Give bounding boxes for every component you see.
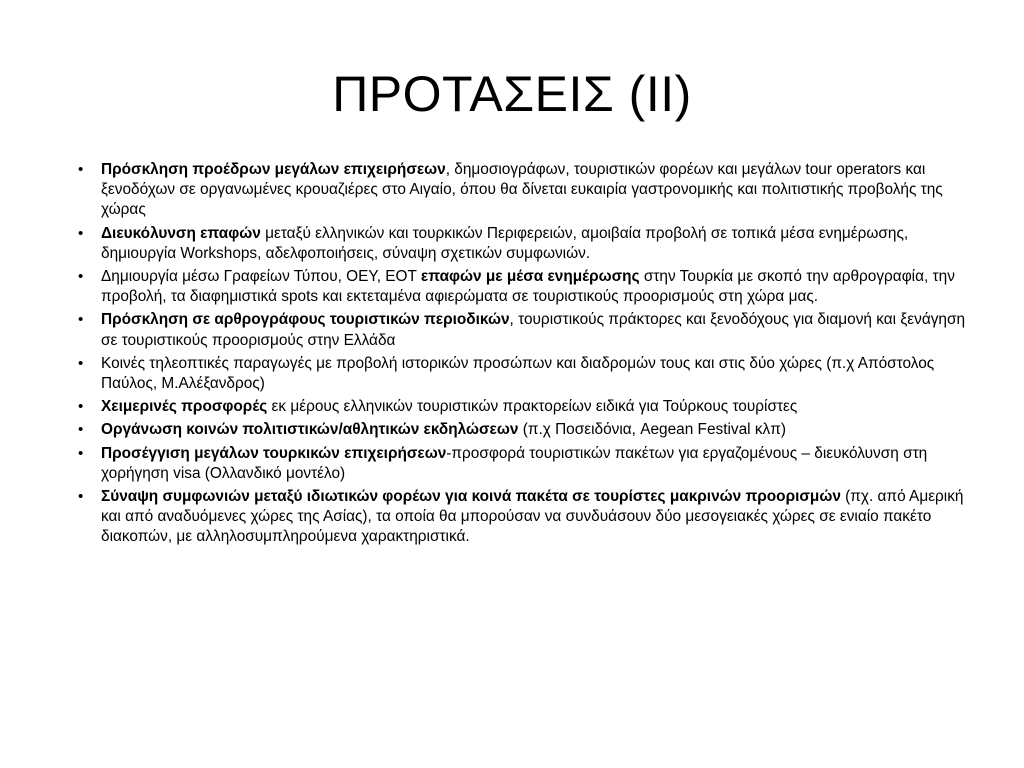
bullet-text: -προσφορά τουριστικών πακέτων για εργαζομένους – διευκόλυνση στη χορήγηση visa (Ολλανδικό μοντέλο) xyxy=(101,444,928,482)
bullet-bold-text: Οργάνωση κοινών πολιτιστικών/αθλητικών εκδηλώσεων xyxy=(101,421,519,439)
bullet-icon: • xyxy=(78,398,84,416)
bullet-icon: • xyxy=(78,161,84,178)
bullet-bold-text: Χειμερινές προσφορές xyxy=(101,398,268,416)
bullet-text: , τουριστικούς πράκτορες και ξενοδόχους για διαμονή και ξενάγηση σε τουριστικούς προορισμούς στην Ελλάδα xyxy=(101,311,966,349)
list-item xyxy=(78,487,968,548)
list-item xyxy=(78,160,968,221)
bullet-text: στην Τουρκία με σκοπό την αρθρογραφία, την προβολή, τα διαφημιστικά spots και εκτεταμένα αφιερώματα σε τουριστικούς προορισμούς στη χώρα μας. xyxy=(101,268,955,306)
bullet-bold-text: Πρόσκληση σε αρθρογράφους τουριστικών περιοδικών xyxy=(101,311,510,329)
list-item xyxy=(78,397,968,417)
bullet-icon: • xyxy=(78,354,84,372)
bullet-icon: • xyxy=(78,268,84,286)
bullet-bold-text: Σύναψη συμφωνιών μεταξύ ιδιωτικών φορέων για κοινά πακέτα σε τουρίστες μακρινών προορισμών xyxy=(101,488,841,506)
bullet-bold-text: επαφών με μέσα ενημέρωσης xyxy=(420,268,640,286)
bullet-icon: • xyxy=(78,444,84,462)
list-item xyxy=(78,224,968,264)
list-item xyxy=(78,420,968,440)
bullet-text: (π.χ Ποσειδόνια, Aegean Festival κλπ) xyxy=(518,421,786,439)
bullet-text: Κοινές τηλεοπτικές παραγωγές με προβολή ιστορικών προσώπων και διαδρομών τους και στις δύο χώρες (π.χ Απόστολος Παύλος, Μ.Αλέξανδρος) xyxy=(101,354,935,393)
slide-title: ΠΡΟΤΑΣΕΙΣ (ΙΙ) xyxy=(332,66,692,122)
list-item xyxy=(78,444,968,484)
bullet-bold-text: Πρόσκληση προέδρων μεγάλων επιχειρήσεων xyxy=(101,161,446,178)
bullet-icon: • xyxy=(78,311,84,329)
bullet-text-prefix: Δημιουργία μέσω Γραφείων Τύπου, ΟΕΥ, ΕΟΤ xyxy=(101,268,421,286)
bullet-icon: • xyxy=(78,488,84,506)
bullet-text: (πχ. από Αμερική και από αναδυόμενες χώρες της Ασίας), τα οποία θα μπορούσαν να συνδυάσουν δύο μεσογειακές χώρες σε ενιαίο πακέτο διακοπών, με αλληλοσυμπληρούμενα χαρακτηριστικά. xyxy=(101,488,964,546)
bullet-text: , δημοσιογράφων, τουριστικών φορέων και μεγάλων tour operators και ξενοδόχων σε οργανωμένες κρουαζιέρες στο Αιγαίο, όπου θα δίνεται ευκαιρία γαστρονομικής και πολιτιστικής προβολής της χώρας xyxy=(101,161,943,219)
bullet-text: εκ μέρους ελληνικών τουριστικών πρακτορείων ειδικά για Τούρκους τουρίστες xyxy=(267,398,798,416)
bullet-list xyxy=(78,160,968,551)
bullet-text: μεταξύ ελληνικών και τουρκικών Περιφερειών, αμοιβαία προβολή σε τοπικά μέσα ενημέρωσης, δημιουργία Workshops, αδελφοποιήσεις, σύναψη σχετικών συμφωνιών. xyxy=(101,224,909,262)
bullet-bold-text: Προσέγγιση μεγάλων τουρκικών επιχειρήσεων xyxy=(101,444,447,462)
list-item xyxy=(78,310,968,350)
bullet-icon: • xyxy=(78,224,84,242)
bullet-bold-text: Διευκόλυνση επαφών xyxy=(101,224,261,242)
list-item xyxy=(78,267,968,307)
bullet-icon: • xyxy=(78,421,84,439)
list-item xyxy=(78,354,968,394)
